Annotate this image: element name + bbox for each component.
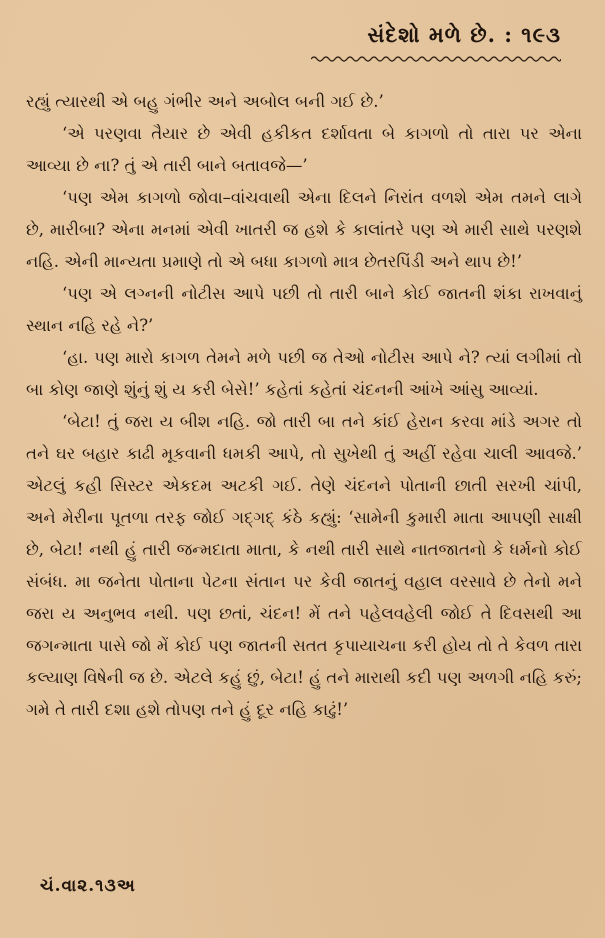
body-text	[26, 86, 582, 726]
page-header	[311, 22, 561, 67]
wavy-rule-ornament	[311, 55, 561, 63]
paragraph-1: રહ્યું ત્યારથી એ બહુ ગંભીર અને અબોલ બની ગઈ છે.’	[26, 92, 384, 111]
paragraph-5: ‘હા. પણ મારો કાગળ તેમને મળે પછી જ તેઓ નોટીસ આપે ને? ત્યાં લગીમાં તો બા કોણ જાણે શુંનું શું ય કરી બેસે!’ કહેતાં કહેતાં ચંદનની આંખે આંસુ આવ્યાં.	[26, 348, 582, 399]
paragraph-3: ‘પણ એમ કાગળો જોવા–વાંચવાથી એના દિલને નિરાંત વળશે એમ તમને લાગે છે, મારીબા? એના મનમાં એવી ખાતરી જ હશે કે કાલાંતરે પણ એ મારી સાથે પરણશે નહિ. એની માન્યતા પ્રમાણે તો એ બધા કાગળો માત્ર છેતરપિંડી અને થાપ છે!’	[26, 188, 582, 271]
running-head: સંદેશો મળે છે. : ૧૯૩	[367, 22, 561, 47]
paragraph-6: ‘બેટા! તું જરા ય બીશ નહિ. જો તારી બા તને કાંઈ હેરાન કરવા માંડે અગર તો તને ઘર બહાર કાઢી મૂકવાની ધમકી આપે, તો સુખેથી તું અહીં રહેવા ચાલી આવજે.’ એટલું કહી સિસ્ટર એકદમ અટકી ગઈ. તેણે ચંદનને પોતાની છાતી સરખી ચાંપી, અને મેરીના પૂતળા તરફ જોઈ ગદ્ગદ્ કંઠે કહ્યું: ‘સામેની કુમારી માતા આપણી સાક્ષી છે, બેટા! નથી હું તારી જન્મદાતા માતા, કે નથી તારી સાથે નાતજાતનો કે ધર્મનો કોઈ સંબંધ. મા જનેતા પોતાના પેટના સંતાન પર કેવી જાતનું વહાલ વરસાવે છે તેનો મને જરા ય અનુભવ નથી. પણ છતાં, ચંદન! મેં તને પહેલવહેલી જોઈ તે દિવસથી આ જગન્માતા પાસે જો મેં કોઈ પણ જાતની સતત કૃપાયાચના કરી હોય તો તે કેવળ તારા કલ્યાણ વિષેની જ છે. એટલે કહું છું, બેટા! હું તને મારાથી કદી પણ અળગી નહિ કરું; ગમે તે તારી દશા હશે તોપણ તને હું દૂર નહિ કાઢું!’	[26, 412, 582, 719]
paragraph-2: ‘એ પરણવા તૈયાર છે એવી હકીકત દર્શાવતા બે કાગળો તો તારા પર એના આવ્યા છે ના? તું એ તારી બાને બતાવજે—’	[26, 124, 582, 175]
signature-code: ચં.વા૨.૧૩અ	[40, 876, 136, 896]
paragraph-4: ‘પણ એ લગ્નની નોટીસ આપે પછી તો તારી બાને કોઈ જાતની શંકા રાખવાનું સ્થાન નહિ રહે ને?’	[26, 284, 582, 335]
